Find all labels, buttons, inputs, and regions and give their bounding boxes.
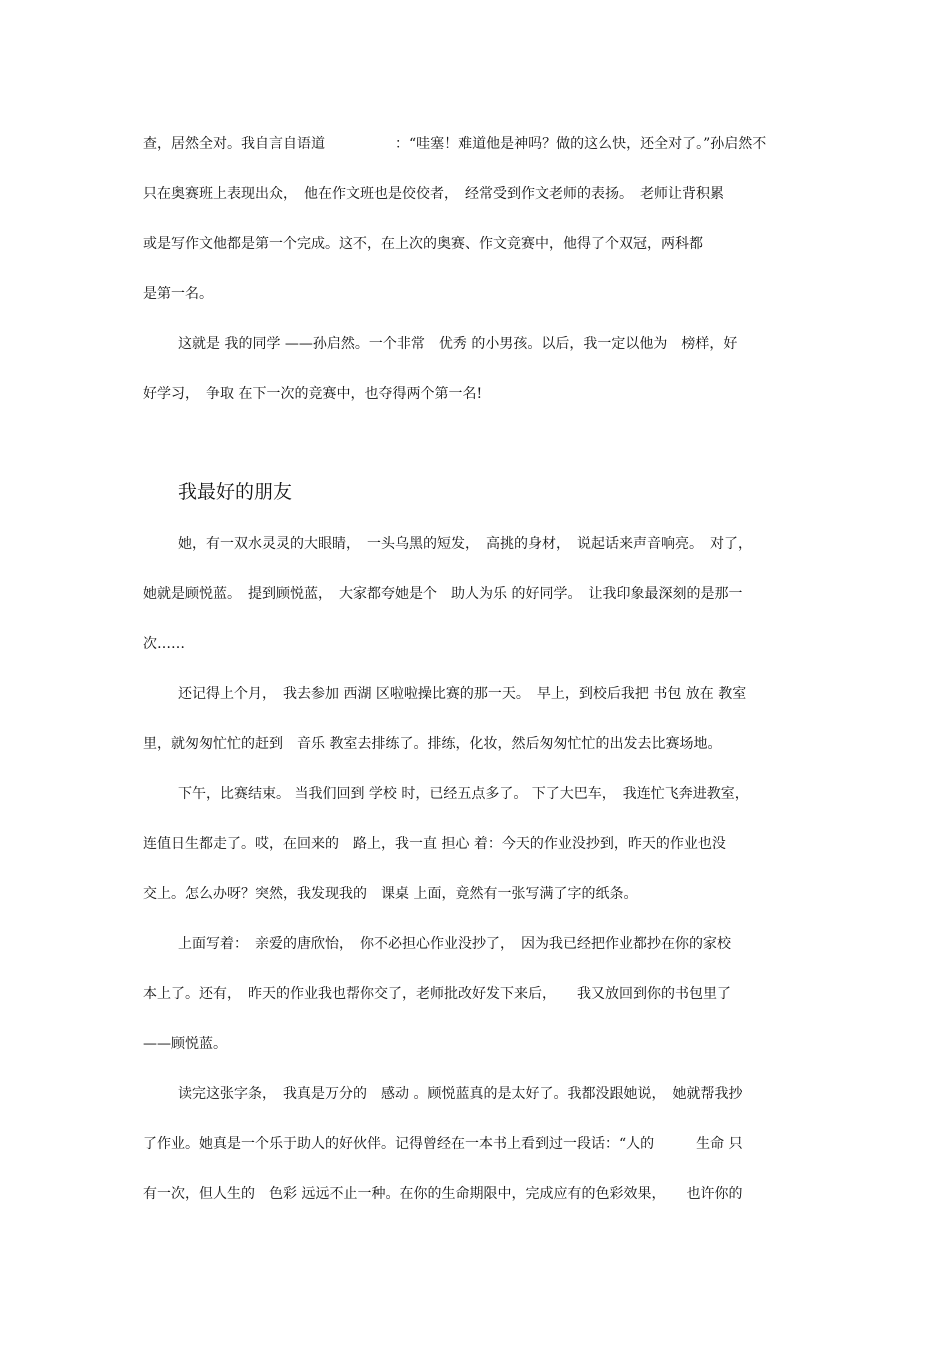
paragraph-line: 连值日生都走了。哎，在回来的 路上，我一直 担心 着：今天的作业没抄到，昨天的作业也没 xyxy=(143,836,726,852)
paragraph-line: 里，就匆匆忙忙的赶到 音乐 教室去排练了。排练，化妆，然后匆匆忙忙的出发去比赛场地。 xyxy=(143,736,722,752)
paragraph-line: 她就是顾悦蓝。 提到顾悦蓝， 大家都夸她是个 助人为乐 的好同学。 让我印象最深刻的是那一 xyxy=(143,586,743,602)
paragraph-line: 上面写着： 亲爱的唐欣怡， 你不必担心作业没抄了， 因为我已经把作业都抄在你的家校 xyxy=(178,936,731,952)
paragraph-line: 本上了。还有， 昨天的作业我也帮你交了，老师批改好发下来后， 我又放回到你的书包里了 xyxy=(143,986,731,1002)
paragraph-line: 查，居然全对。我自言自语道 ：“哇塞！难道他是神吗？做的这么快，还全对了。”孙启然不 xyxy=(143,136,767,152)
paragraph-line: 还记得上个月， 我去参加 西湖 区啦啦操比赛的那一天。 早上，到校后我把 书包 放在 教室 xyxy=(178,686,747,702)
paragraph-line: ——顾悦蓝。 xyxy=(143,1036,227,1052)
paragraph-line: 是第一名。 xyxy=(143,286,213,302)
paragraph-line: 下午，比赛结束。 当我们回到 学校 时，已经五点多了。 下了大巴车， 我连忙飞奔进教室， xyxy=(178,786,749,802)
paragraph-line: 只在奥赛班上表现出众， 他在作文班也是佼佼者， 经常受到作文老师的表扬。 老师让背积累 xyxy=(143,186,724,202)
paragraph-line: 好学习， 争取 在下一次的竞赛中，也夺得两个第一名! xyxy=(143,386,483,402)
paragraph-line: 这就是 我的同学 ——孙启然。一个非常 优秀 的小男孩。以后，我一定以他为 榜样，好 xyxy=(178,336,738,352)
paragraph-line: 了作业。她真是一个乐于助人的好伙伴。记得曾经在一本书上看到过一段话：“人的 生命 只 xyxy=(143,1136,743,1152)
paragraph-line: 交上。怎么办呀？突然，我发现我的 课桌 上面，竟然有一张写满了字的纸条。 xyxy=(143,886,638,902)
section-heading: 我最好的朋友 xyxy=(178,481,293,503)
paragraph-line: 读完这张字条， 我真是万分的 感动 。顾悦蓝真的是太好了。我都没跟她说， 她就帮我抄 xyxy=(178,1086,743,1102)
paragraph-line: 或是写作文他都是第一个完成。这不，在上次的奥赛、作文竞赛中，他得了个双冠，两科都 xyxy=(143,236,703,252)
paragraph-line: 次…… xyxy=(143,636,185,652)
paragraph-line: 有一次，但人生的 色彩 远远不止一种。在你的生命期限中，完成应有的色彩效果， 也许你的 xyxy=(143,1186,743,1202)
paragraph-line: 她，有一双水灵灵的大眼睛， 一头乌黑的短发， 高挑的身材， 说起话来声音响亮。 对了， xyxy=(178,536,752,552)
